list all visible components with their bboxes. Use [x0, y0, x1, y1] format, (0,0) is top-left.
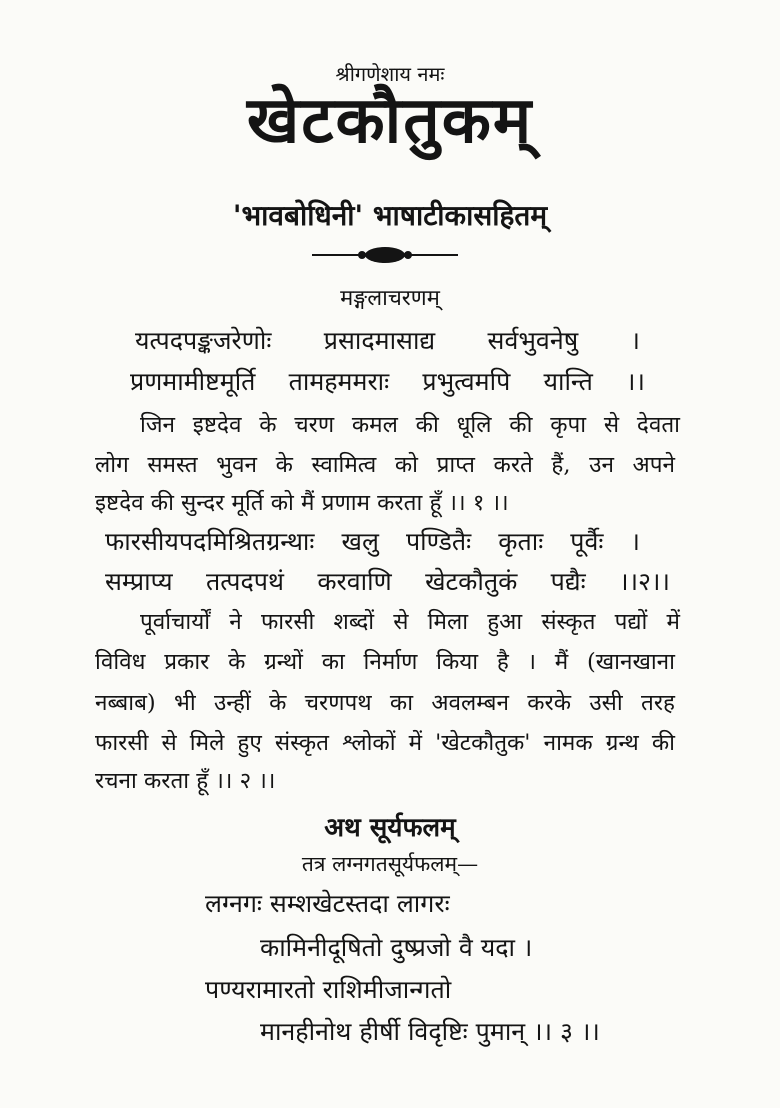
verse-3-line-1: लग्नगः सम्शखेटस्तदा लागरः [205, 889, 450, 918]
commentary-1-line-2: लोग समस्त भुवन के स्वामित्व को प्राप्त करते हैं, उन अपने [95, 452, 675, 478]
mangalacharan-heading: मङ्गलाचरणम् [340, 286, 440, 311]
section-heading: अथ सूर्यफलम् [324, 813, 456, 843]
sub-heading: तत्र लग्नगतसूर्यफलम्— [301, 852, 479, 876]
commentary-1-line-1: जिन इष्टदेव के चरण कमल की धूलि की कृपा से देवता [140, 412, 680, 438]
book-subtitle: 'भावबोधिनी' भाषाटीकासहितम् [232, 199, 548, 232]
commentary-2-line-5: रचना करता हूँ ।। २ ।। [95, 768, 276, 794]
commentary-2-line-4: फारसी से मिले हुए संस्कृत श्लोकों में 'खेटकौतुक' नामक ग्रन्थ की [95, 730, 675, 756]
verse-1-line-2: प्रणमामीष्टमूर्ति तामहममराः प्रभुत्वमपि यान्ति ।। [130, 367, 645, 396]
commentary-2-line-3: नब्बाब) भी उन्हीं के चरणपथ का अवलम्बन करके उसी तरह [95, 690, 675, 716]
verse-2-line-1: फारसीयपदमिश्रितग्रन्थाः खलु पण्डितैः कृताः पूर्वैः । [105, 527, 640, 556]
book-title: खेटकौतुकम् [246, 83, 534, 158]
commentary-1-line-3: इष्टदेव की सुन्दर मूर्ति को मैं प्रणाम करता हूँ ।। १ ।। [95, 490, 509, 516]
verse-3-line-4: मानहीनोथ हीर्षी विदृष्टिः पुमान् ।। ३ ।। [260, 1017, 600, 1046]
verse-3-line-2: कामिनीदूषितो दुष्प्रजो वै यदा । [260, 933, 533, 962]
invocation-text: श्रीगणेशाय नमः [335, 62, 445, 86]
commentary-2-line-2: विविध प्रकार के ग्रन्थों का निर्माण किया है । मैं (खानखाना [95, 649, 675, 675]
verse-3-line-3: पण्यरामारतो राशिमीजान्गतो [205, 975, 452, 1004]
verse-2-line-2: सम्प्राप्य तत्पदपथं करवाणि खेटकौतुकं पद्यैः ।।२।। [105, 567, 670, 596]
ornament-divider-icon [310, 244, 460, 266]
commentary-2-line-1: पूर्वाचार्यों ने फारसी शब्दों से मिला हुआ संस्कृत पद्यों में [140, 609, 680, 635]
verse-1-line-1: यत्पदपङ्कजरेणोः प्रसादमासाद्य सर्वभुवनेषु । [135, 326, 640, 355]
